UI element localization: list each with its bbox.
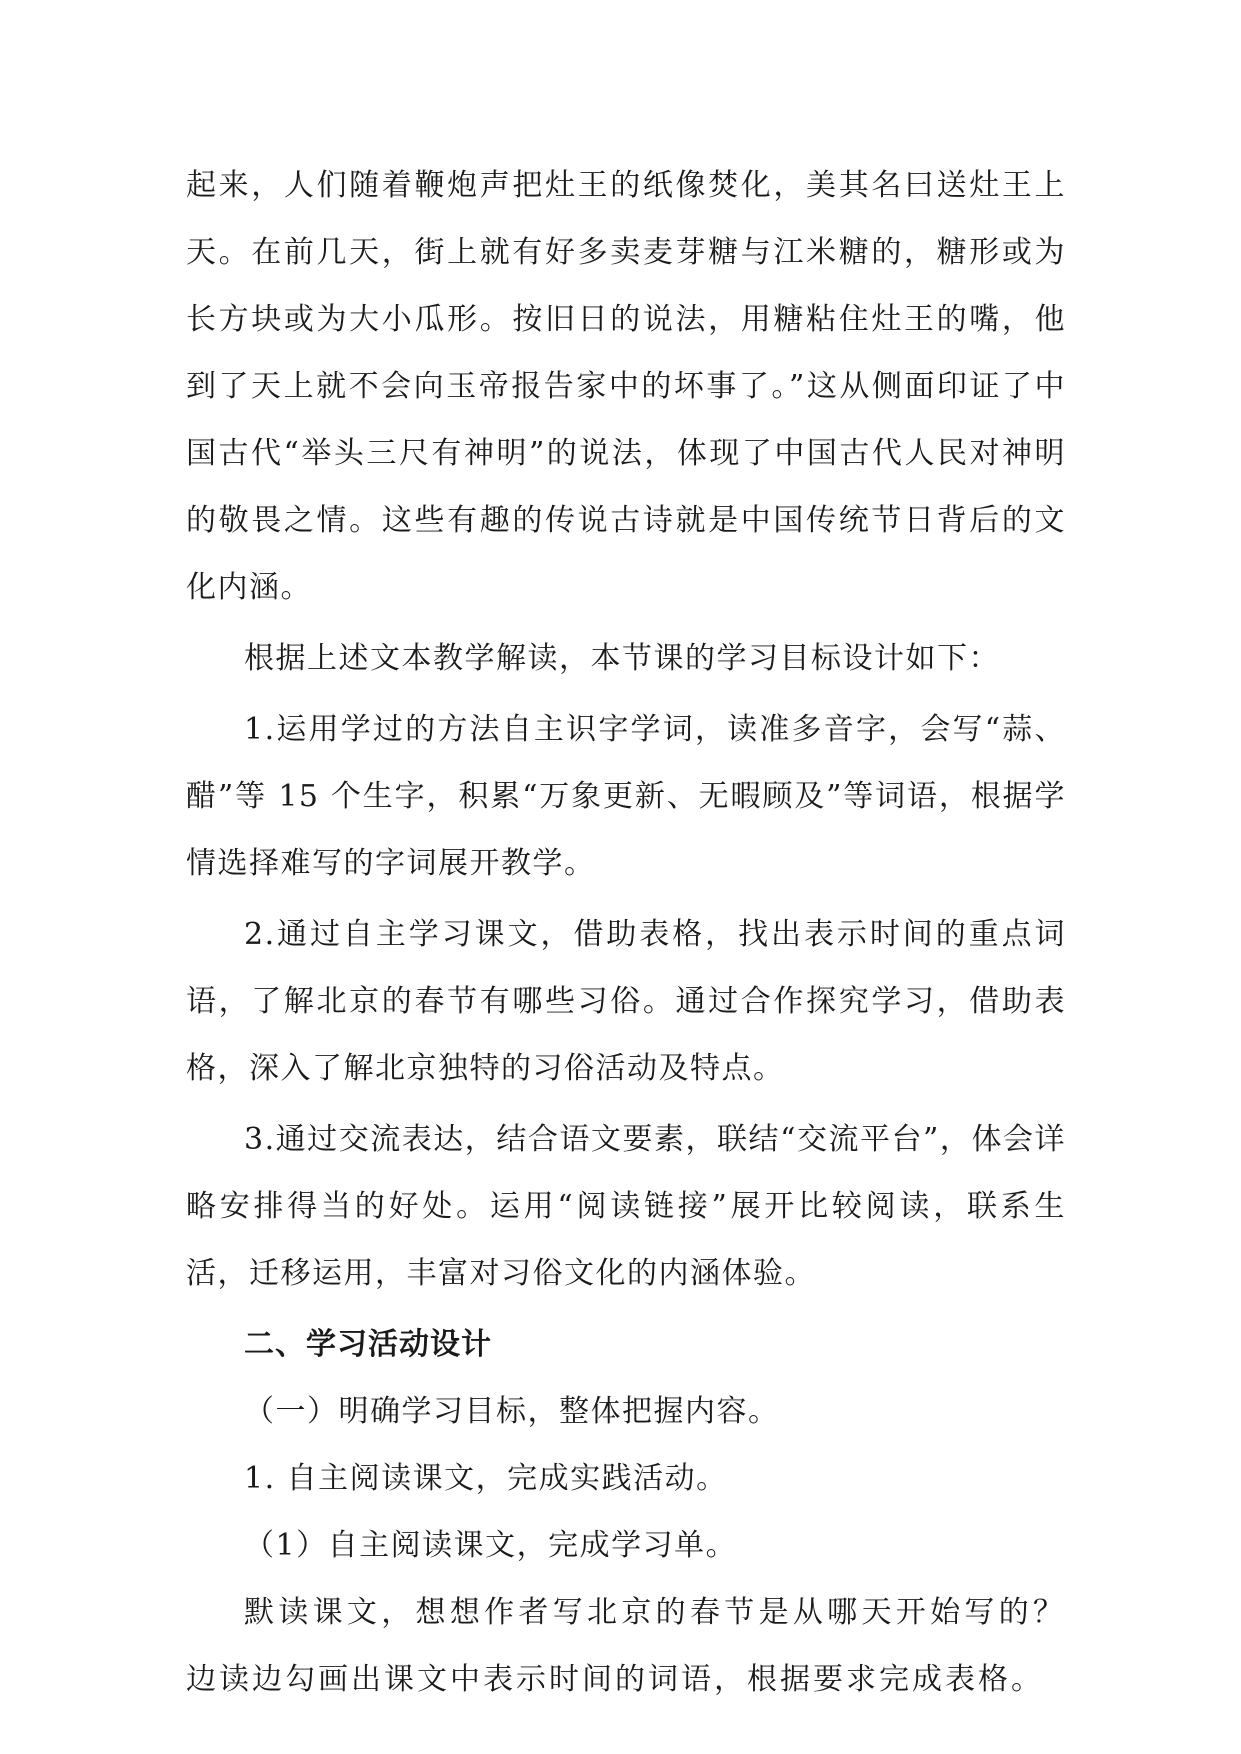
paragraph-task-instructions: 默读课文，想想作者写北京的春节是从哪天开始写的？边读边勾画出课文中表示时间的词语，根据要求完成表格。 (186, 1595, 1066, 1697)
document-page (186, 152, 1066, 1713)
activity-subitem-1: （1）自主阅读课文，完成学习单。 (244, 1528, 738, 1563)
subsection-heading: （一）明确学习目标，整体把握内容。 (244, 1394, 780, 1429)
paragraph-objective-3: 3.通过交流表达，结合语文要素，联结“交流平台”，体会详略安排得当的好处。运用“阅读链接”展开比较阅读，联系生活，迁移运用，丰富对习俗文化的内涵体验。 (186, 1122, 1066, 1291)
paragraph-objective-2: 2.通过自主学习课文，借助表格，找出表示时间的重点词语，了解北京的春节有哪些习俗。通过合作探究学习，借助表格，深入了解北京独特的习俗活动及特点。 (186, 917, 1066, 1086)
paragraph-objectives-intro: 根据上述文本教学解读，本节课的学习目标设计如下： (244, 641, 1000, 676)
activity-item-1: 1. 自主阅读课文，完成实践活动。 (244, 1461, 728, 1496)
paragraph-objective-1: 1.运用学过的方法自主识字学词，读准多音字，会写“蒜、醋”等 15 个生字，积累“万象更新、无暇顾及”等词语，根据学情选择难写的字词展开教学。 (186, 712, 1066, 881)
paragraph-legend-continuation: 起来，人们随着鞭炮声把灶王的纸像焚化，美其名曰送灶王上天。在前几天，街上就有好多卖麦芽糖与江米糖的，糖形或为长方块或为大小瓜形。按旧日的说法，用糖粘住灶王的嘴，他到了天上就不会向玉帝报告家中的坏事了。”这从侧面印证了中国古代“举头三尺有神明”的说法，体现了中国古代人民对神明的敬畏之情。这些有趣的传说古诗就是中国传统节日背后的文化内涵。 (186, 168, 1066, 605)
section-heading: 二、学习活动设计 (244, 1327, 492, 1362)
